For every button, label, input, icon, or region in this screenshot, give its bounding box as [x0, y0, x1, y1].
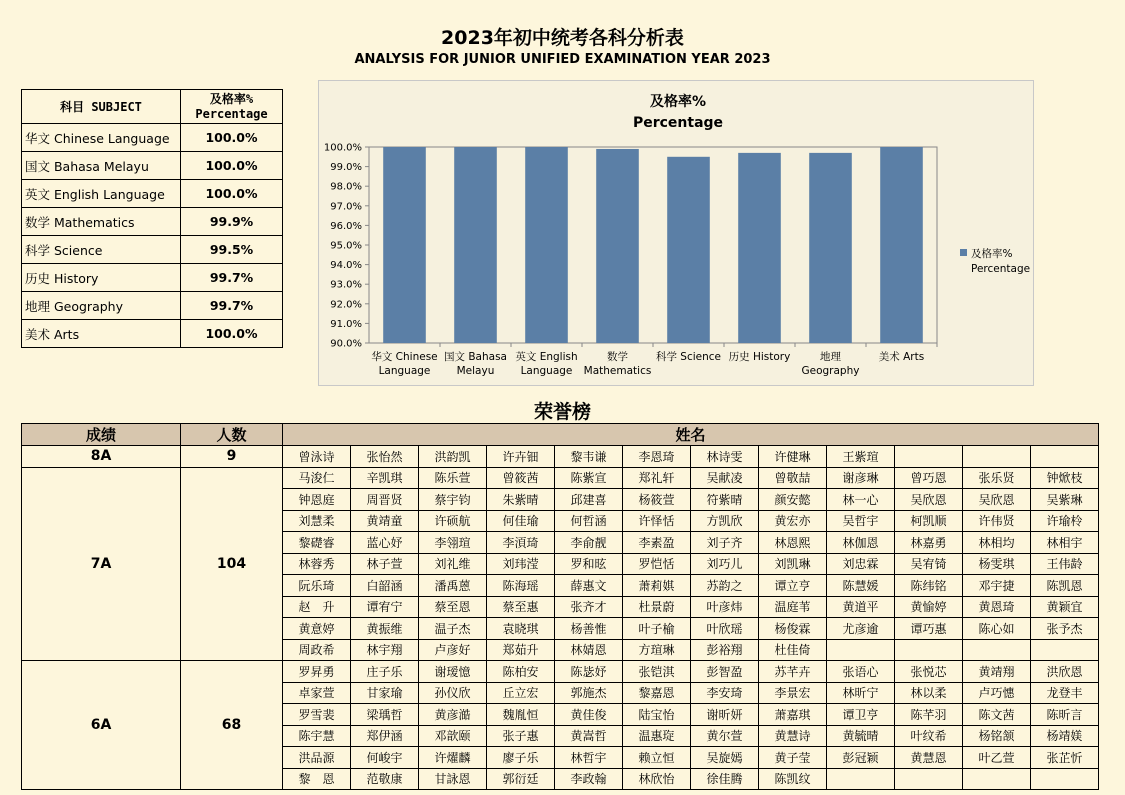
- bar: [667, 157, 710, 343]
- subject-name: 科学 Science: [22, 236, 181, 264]
- student-name-cell: [895, 446, 963, 468]
- student-name-cell: 罗雪裴: [283, 704, 351, 726]
- student-name-cell: 张铠淇: [623, 661, 691, 683]
- student-name-cell: 陈凯恩: [1031, 575, 1099, 597]
- subject-name: 数学 Mathematics: [22, 208, 181, 236]
- honour-roll-title: 荣誉榜: [533, 401, 591, 423]
- student-name-cell: 黄意婷: [283, 618, 351, 640]
- student-name-cell: 李俞靓: [555, 532, 623, 554]
- student-name-cell: 曾巧恩: [895, 467, 963, 489]
- count-cell: 68: [181, 661, 283, 790]
- chart-svg: [319, 81, 1035, 387]
- student-name-cell: 黄颖宜: [1031, 596, 1099, 618]
- student-name-cell: 吴哲宇: [827, 510, 895, 532]
- student-name-cell: 郑茹升: [487, 639, 555, 661]
- student-name-cell: 孙仪欣: [419, 682, 487, 704]
- honour-roll-table: [21, 423, 1099, 790]
- student-name-cell: 庄子乐: [351, 661, 419, 683]
- student-name-cell: 李湏琦: [487, 532, 555, 554]
- header-rate: [181, 90, 283, 124]
- subject-rate: 99.7%: [181, 292, 283, 320]
- bar: [383, 147, 426, 343]
- subject-row: [22, 180, 283, 208]
- student-name-cell: 谭巧惠: [895, 618, 963, 640]
- student-name-cell: 刘慧柔: [283, 510, 351, 532]
- student-name-cell: 谢瑷憶: [419, 661, 487, 683]
- subject-rate: 100.0%: [181, 320, 283, 348]
- student-name-cell: 苏韵之: [691, 575, 759, 597]
- student-name-cell: 刘忠霖: [827, 553, 895, 575]
- student-name-cell: 林伽恩: [827, 532, 895, 554]
- student-name-cell: 林相均: [963, 532, 1031, 554]
- pass-rate-chart: [318, 80, 1034, 386]
- student-name-cell: 彭裕翔: [691, 639, 759, 661]
- student-name-cell: 叶纹希: [895, 725, 963, 747]
- student-name-cell: 黄慧诗: [759, 725, 827, 747]
- student-name-cell: [963, 768, 1031, 790]
- y-tick-label: 100.0%: [323, 142, 362, 154]
- student-name-cell: 黄慧恩: [895, 747, 963, 769]
- chart-title-line2: Percentage: [632, 115, 724, 131]
- student-name-cell: 叶彦炜: [691, 596, 759, 618]
- student-name-cell: 卢巧憓: [963, 682, 1031, 704]
- student-name-cell: 何峻宇: [351, 747, 419, 769]
- y-tick-label: 91.0%: [330, 318, 362, 330]
- student-name-cell: 黄毓晴: [827, 725, 895, 747]
- y-tick-label: 98.0%: [330, 181, 362, 193]
- student-name-cell: 张予杰: [1031, 618, 1099, 640]
- student-name-cell: 陈昕言: [1031, 704, 1099, 726]
- student-name-cell: 黄靖童: [351, 510, 419, 532]
- student-name-cell: 黄佳俊: [555, 704, 623, 726]
- subject-row: [22, 264, 283, 292]
- student-name-cell: 洪韵凯: [419, 446, 487, 468]
- student-name-cell: 黄恩琦: [963, 596, 1031, 618]
- student-name-cell: 张子惠: [487, 725, 555, 747]
- student-name-cell: 刘礼维: [419, 553, 487, 575]
- student-name-cell: [1031, 446, 1099, 468]
- student-name-cell: 陈凯纹: [759, 768, 827, 790]
- x-tick-label: 英文 English: [515, 351, 578, 363]
- student-name-cell: 黎韦谦: [555, 446, 623, 468]
- student-name-cell: 卓家萱: [283, 682, 351, 704]
- subject-rate: 100.0%: [181, 180, 283, 208]
- student-name-cell: 谭立亨: [759, 575, 827, 597]
- student-name-cell: 谢彦琳: [827, 467, 895, 489]
- legend-swatch: [960, 249, 967, 256]
- student-name-cell: 洪品源: [283, 747, 351, 769]
- student-name-cell: 符紫晴: [691, 489, 759, 511]
- bar: [809, 153, 852, 343]
- grade-cell: 8A: [22, 446, 181, 468]
- student-name-cell: 邱建喜: [555, 489, 623, 511]
- student-name-cell: 蔡至惠: [487, 596, 555, 618]
- student-name-cell: 张语心: [827, 661, 895, 683]
- student-name-cell: 许健琳: [759, 446, 827, 468]
- student-name-cell: 李政翰: [555, 768, 623, 790]
- student-name-cell: 尤彦逾: [827, 618, 895, 640]
- legend-label-line1: 及格率%: [971, 248, 1013, 260]
- header-names: 姓名: [283, 424, 1099, 446]
- student-name-cell: 吴紫琳: [1031, 489, 1099, 511]
- y-tick-label: 96.0%: [330, 220, 362, 232]
- student-name-cell: 李恩琦: [623, 446, 691, 468]
- student-name-cell: 林婧恩: [555, 639, 623, 661]
- x-tick-label: 科学 Science: [655, 351, 722, 363]
- student-name-cell: 许卉钿: [487, 446, 555, 468]
- subject-name: 美术 Arts: [22, 320, 181, 348]
- subject-name: 英文 English Language: [22, 180, 181, 208]
- x-tick-label: Melayu: [456, 365, 495, 377]
- subject-rate: 99.5%: [181, 236, 283, 264]
- student-name-cell: 许伟贤: [963, 510, 1031, 532]
- student-name-cell: 周晋贤: [351, 489, 419, 511]
- x-tick-label: 数学: [607, 351, 628, 363]
- student-name-cell: 张怡然: [351, 446, 419, 468]
- subject-name: 华文 Chinese Language: [22, 124, 181, 152]
- student-name-cell: 林子萱: [351, 553, 419, 575]
- student-name-cell: 许瑜柃: [1031, 510, 1099, 532]
- student-name-cell: 甘家瑜: [351, 682, 419, 704]
- student-name-cell: 吴旋嫣: [691, 747, 759, 769]
- student-name-cell: 洪欣恩: [1031, 661, 1099, 683]
- student-name-cell: 林相宇: [1031, 532, 1099, 554]
- count-cell: 104: [181, 467, 283, 661]
- student-name-cell: 薛惠文: [555, 575, 623, 597]
- x-tick-label: Language: [520, 365, 573, 377]
- student-name-cell: 叶子榆: [623, 618, 691, 640]
- student-name-cell: 张芷忻: [1031, 747, 1099, 769]
- student-name-cell: 陈芊羽: [895, 704, 963, 726]
- student-name-cell: 徐佳腾: [691, 768, 759, 790]
- student-name-cell: 许硕航: [419, 510, 487, 532]
- student-name-cell: 陈毖妤: [555, 661, 623, 683]
- subject-row: [22, 236, 283, 264]
- student-name-cell: [827, 768, 895, 790]
- y-tick-label: 97.0%: [330, 201, 362, 213]
- subject-name: 历史 History: [22, 264, 181, 292]
- x-tick-label: 历史 History: [728, 351, 791, 363]
- student-name-cell: 罗昇勇: [283, 661, 351, 683]
- student-name-cell: 曾筱茜: [487, 467, 555, 489]
- y-tick-label: 92.0%: [330, 299, 362, 311]
- student-name-cell: 黄宏亦: [759, 510, 827, 532]
- student-name-cell: 黄彦澔: [419, 704, 487, 726]
- student-name-cell: 马浚仁: [283, 467, 351, 489]
- student-name-cell: 萧莉娸: [623, 575, 691, 597]
- student-name-cell: 郑伊涵: [351, 725, 419, 747]
- subject-table-header: [22, 90, 283, 124]
- student-name-cell: 刘子齐: [691, 532, 759, 554]
- student-name-cell: [963, 446, 1031, 468]
- student-name-cell: 黄愉婷: [895, 596, 963, 618]
- student-name-cell: 林恩熙: [759, 532, 827, 554]
- student-name-cell: 林蓉秀: [283, 553, 351, 575]
- student-name-cell: 袁晓琪: [487, 618, 555, 640]
- student-name-cell: 邓宇捷: [963, 575, 1031, 597]
- student-name-cell: 黄靖翔: [963, 661, 1031, 683]
- subject-rate: 100.0%: [181, 152, 283, 180]
- student-name-cell: 蔡宇钧: [419, 489, 487, 511]
- student-name-cell: 李景宏: [759, 682, 827, 704]
- student-name-cell: 黎礎睿: [283, 532, 351, 554]
- student-name-cell: 黎 恩: [283, 768, 351, 790]
- student-name-cell: 吴欣恩: [963, 489, 1031, 511]
- subject-pass-rate-table: [21, 89, 283, 348]
- student-name-cell: 李翎瑄: [419, 532, 487, 554]
- student-name-cell: 张乐贤: [963, 467, 1031, 489]
- subject-row: [22, 292, 283, 320]
- student-name-cell: 王紫瑄: [827, 446, 895, 468]
- student-name-cell: 杜佳倚: [759, 639, 827, 661]
- subject-name: 国文 Bahasa Melayu: [22, 152, 181, 180]
- header-count: 人数: [181, 424, 283, 446]
- student-name-cell: [895, 639, 963, 661]
- student-name-cell: 郭衍廷: [487, 768, 555, 790]
- student-name-cell: 陈文茜: [963, 704, 1031, 726]
- student-name-cell: 陈柏安: [487, 661, 555, 683]
- legend-label-line2: Percentage: [971, 263, 1031, 275]
- x-tick-label: Geography: [801, 365, 860, 377]
- student-name-cell: 魏胤恒: [487, 704, 555, 726]
- student-name-cell: 刘玮滢: [487, 553, 555, 575]
- student-name-cell: 辛凯琪: [351, 467, 419, 489]
- y-tick-label: 95.0%: [330, 240, 362, 252]
- student-name-cell: 周政希: [283, 639, 351, 661]
- student-name-cell: 林昕宁: [827, 682, 895, 704]
- subject-row: [22, 320, 283, 348]
- student-name-cell: 王伟龄: [1031, 553, 1099, 575]
- student-name-cell: 蓝心妤: [351, 532, 419, 554]
- grade-cell: 6A: [22, 661, 181, 790]
- student-name-cell: 李素盈: [623, 532, 691, 554]
- student-name-cell: 曾敬喆: [759, 467, 827, 489]
- student-name-cell: 潘禹蒽: [419, 575, 487, 597]
- bar: [525, 147, 568, 343]
- student-name-cell: 赵 升: [283, 596, 351, 618]
- y-tick-label: 90.0%: [330, 338, 362, 350]
- student-name-cell: 龙登丰: [1031, 682, 1099, 704]
- student-name-cell: 谭卫亨: [827, 704, 895, 726]
- student-name-cell: 郭施杰: [555, 682, 623, 704]
- student-name-cell: 甘詠恩: [419, 768, 487, 790]
- honour-row: [22, 661, 1099, 683]
- x-tick-label: Language: [378, 365, 431, 377]
- header-grade: 成绩: [22, 424, 181, 446]
- student-name-cell: 廖子乐: [487, 747, 555, 769]
- student-name-cell: 何佳瑜: [487, 510, 555, 532]
- student-name-cell: 蔡至恩: [419, 596, 487, 618]
- page-title: 2023年初中统考各科分析表: [441, 27, 684, 49]
- student-name-cell: [1031, 639, 1099, 661]
- student-name-cell: 范敬康: [351, 768, 419, 790]
- student-name-cell: [827, 639, 895, 661]
- honour-row: [22, 467, 1099, 489]
- x-tick-label: 美术 Arts: [878, 351, 925, 363]
- student-name-cell: 杨铭颔: [963, 725, 1031, 747]
- student-name-cell: 杨靖媄: [1031, 725, 1099, 747]
- grade-cell: 7A: [22, 467, 181, 661]
- student-name-cell: 何哲涵: [555, 510, 623, 532]
- student-name-cell: 白韶涵: [351, 575, 419, 597]
- student-name-cell: 钟恩庭: [283, 489, 351, 511]
- chart-title-line1: 及格率%: [649, 94, 707, 110]
- student-name-cell: 黄子莹: [759, 747, 827, 769]
- student-name-cell: 叶欣瑶: [691, 618, 759, 640]
- bar: [738, 153, 781, 343]
- student-name-cell: 郑礼轩: [623, 467, 691, 489]
- student-name-cell: 柯凯顺: [895, 510, 963, 532]
- student-name-cell: 罗和昡: [555, 553, 623, 575]
- student-name-cell: 罗恺恬: [623, 553, 691, 575]
- student-name-cell: 林哲宇: [555, 747, 623, 769]
- student-name-cell: 黎嘉恩: [623, 682, 691, 704]
- student-name-cell: 许燿麟: [419, 747, 487, 769]
- student-name-cell: 彭冠颖: [827, 747, 895, 769]
- x-tick-label: 华文 Chinese: [371, 351, 438, 363]
- y-tick-label: 99.0%: [330, 162, 362, 174]
- student-name-cell: 吴欣恩: [895, 489, 963, 511]
- student-name-cell: 刘凯琳: [759, 553, 827, 575]
- student-name-cell: 林欣怡: [623, 768, 691, 790]
- student-name-cell: 谢昕妍: [691, 704, 759, 726]
- student-name-cell: [963, 639, 1031, 661]
- student-name-cell: 陈宇慧: [283, 725, 351, 747]
- x-tick-label: 地理: [820, 351, 841, 363]
- student-name-cell: [1031, 768, 1099, 790]
- subject-rate: 99.9%: [181, 208, 283, 236]
- student-name-cell: 林诗雯: [691, 446, 759, 468]
- honour-row: [22, 446, 1099, 468]
- student-name-cell: 曾泳诗: [283, 446, 351, 468]
- student-name-cell: 刘巧儿: [691, 553, 759, 575]
- student-name-cell: 林以柔: [895, 682, 963, 704]
- student-name-cell: 吴宥锜: [895, 553, 963, 575]
- student-name-cell: 杨雯琪: [963, 553, 1031, 575]
- student-name-cell: 叶乙萱: [963, 747, 1031, 769]
- bar: [596, 149, 639, 343]
- subject-row: [22, 124, 283, 152]
- y-tick-label: 93.0%: [330, 279, 362, 291]
- subject-row: [22, 152, 283, 180]
- student-name-cell: 黄振维: [351, 618, 419, 640]
- student-name-cell: 陈乐萱: [419, 467, 487, 489]
- student-name-cell: 黄嵩哲: [555, 725, 623, 747]
- student-name-cell: 张悦芯: [895, 661, 963, 683]
- student-name-cell: 邓歆颐: [419, 725, 487, 747]
- student-name-cell: 温子杰: [419, 618, 487, 640]
- honour-header-row: [22, 424, 1099, 446]
- student-name-cell: 彭智盈: [691, 661, 759, 683]
- student-name-cell: 陈紫宣: [555, 467, 623, 489]
- header-subject: 科目 SUBJECT: [22, 90, 181, 124]
- student-name-cell: 陈海瑶: [487, 575, 555, 597]
- student-name-cell: 颜安懿: [759, 489, 827, 511]
- subject-rate: 100.0%: [181, 124, 283, 152]
- count-cell: 9: [181, 446, 283, 468]
- student-name-cell: 萧嘉琪: [759, 704, 827, 726]
- student-name-cell: 林嘉勇: [895, 532, 963, 554]
- header-rate-line2: Percentage: [195, 106, 268, 121]
- student-name-cell: 杜景蔚: [623, 596, 691, 618]
- student-name-cell: 谭宥宁: [351, 596, 419, 618]
- student-name-cell: 梁瑀哲: [351, 704, 419, 726]
- page-subtitle: ANALYSIS FOR JUNIOR UNIFIED EXAMINATION YEAR 2023: [354, 52, 771, 67]
- student-name-cell: 陆宝怡: [623, 704, 691, 726]
- student-name-cell: 林宇翔: [351, 639, 419, 661]
- student-name-cell: 温庭苇: [759, 596, 827, 618]
- student-name-cell: 杨善惟: [555, 618, 623, 640]
- student-name-cell: 卢彦好: [419, 639, 487, 661]
- student-name-cell: 吴献凌: [691, 467, 759, 489]
- x-tick-label: Mathematics: [583, 365, 652, 377]
- student-name-cell: 张齐才: [555, 596, 623, 618]
- student-name-cell: 阮乐琦: [283, 575, 351, 597]
- subject-row: [22, 208, 283, 236]
- subject-rate: 99.7%: [181, 264, 283, 292]
- student-name-cell: 钟焮枝: [1031, 467, 1099, 489]
- student-name-cell: 黄道平: [827, 596, 895, 618]
- student-name-cell: 杨俊霖: [759, 618, 827, 640]
- x-tick-label: 国文 Bahasa: [444, 351, 507, 363]
- bar: [454, 147, 497, 343]
- y-tick-label: 94.0%: [330, 260, 362, 272]
- subject-name: 地理 Geography: [22, 292, 181, 320]
- student-name-cell: 方瑄琳: [623, 639, 691, 661]
- student-name-cell: 方凯欣: [691, 510, 759, 532]
- student-name-cell: 朱紫晴: [487, 489, 555, 511]
- student-name-cell: 林一心: [827, 489, 895, 511]
- bar: [880, 147, 923, 343]
- student-name-cell: 赖立恒: [623, 747, 691, 769]
- header-rate-line1: 及格率%: [209, 91, 254, 106]
- student-name-cell: 杨筱萱: [623, 489, 691, 511]
- student-name-cell: 温惠琁: [623, 725, 691, 747]
- student-name-cell: 陈纬铭: [895, 575, 963, 597]
- student-name-cell: 李安琦: [691, 682, 759, 704]
- student-name-cell: 黄尔萱: [691, 725, 759, 747]
- student-name-cell: 丘立宏: [487, 682, 555, 704]
- student-name-cell: 陈心如: [963, 618, 1031, 640]
- student-name-cell: 陈慧媛: [827, 575, 895, 597]
- student-name-cell: 苏芊卉: [759, 661, 827, 683]
- student-name-cell: 许怿恬: [623, 510, 691, 532]
- student-name-cell: [895, 768, 963, 790]
